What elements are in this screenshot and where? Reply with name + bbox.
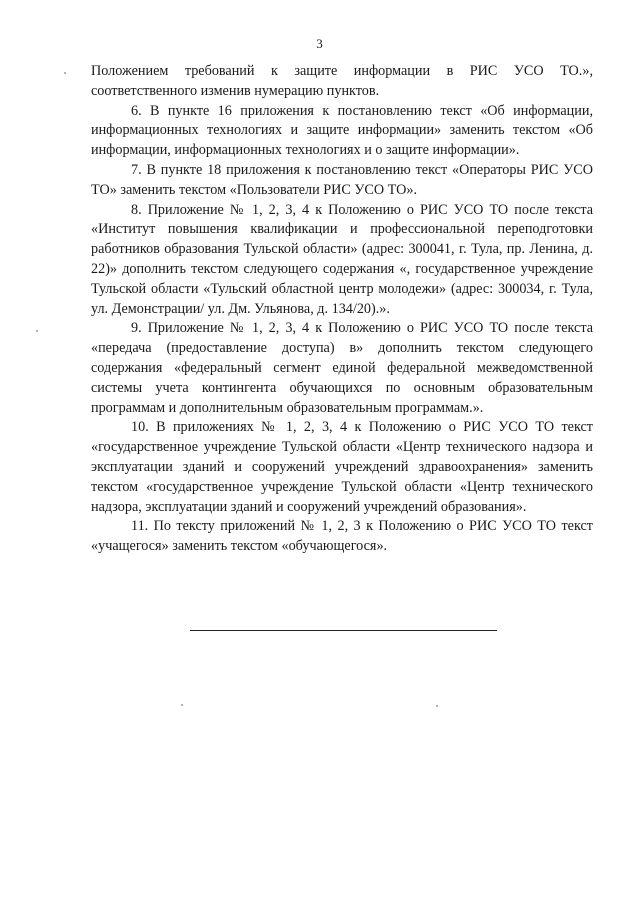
paragraph-item-7: 7. В пункте 18 приложения к постановлению текст «Операторы РИС УСО ТО» заменить текстом «Пользователи РИС УСО ТО». xyxy=(91,161,593,198)
paragraph-item-8: 8. Приложение № 1, 2, 3, 4 к Положению о РИС УСО ТО после текста «Институт повышения квалификации и профессиональной переподготовки работников образования Тульской области» (адрес: 300041, г. Тула, пр. Ленина, д. 22)» дополнить текстом следующего содержания «, государственное учреждение Тульской области «Тульский областной центр молодежи» (адрес: 300034, г. Тула, ул. Демонстрации/ ул. Дм. Ульянова, д. 134/20).». xyxy=(91,201,593,317)
paragraph-continuation: Положением требований к защите информации в РИС УСО ТО.», соответственного изменив нумерацию пунктов. xyxy=(91,63,593,99)
paragraph-item-6: 6. В пункте 16 приложения к постановлению текст «Об информации, информационных технологиях и защите информации» заменить текстом «Об информации, информационных технологиях и о защите информации». xyxy=(91,102,593,159)
scan-artifact-dot xyxy=(36,330,38,332)
scan-artifact-dot xyxy=(436,705,438,707)
paragraph-item-11: 11. По тексту приложений № 1, 2, 3 к Положению о РИС УСО ТО текст «учащегося» заменить текстом «обучающегося». xyxy=(91,518,593,555)
paragraph-item-9: 9. Приложение № 1, 2, 3, 4 к Положению о РИС УСО ТО после текста «передача (предоставление доступа) в» дополнить текстом следующего содержания «федеральный сегмент единой федеральной межведомственной системы учета контингента обучающихся по основным образовательным программам и дополнительным образовательным программам.». xyxy=(91,320,593,416)
document-body xyxy=(91,62,593,557)
paragraph-item-10: 10. В приложениях № 1, 2, 3, 4 к Положению о РИС УСО ТО текст «государственное учреждение Тульской области «Центр технического надзора и эксплуатации зданий и сооружений учреждений здравоохранения» заменить текстом «государственное учреждение Тульской области «Центр технического надзора, эксплуатации зданий и сооружений учреждений образования». xyxy=(91,419,593,515)
end-of-text-divider xyxy=(190,630,497,631)
page-number: 3 xyxy=(316,36,323,51)
scan-artifact-dot xyxy=(181,704,183,706)
scan-artifact-dot xyxy=(64,72,66,74)
